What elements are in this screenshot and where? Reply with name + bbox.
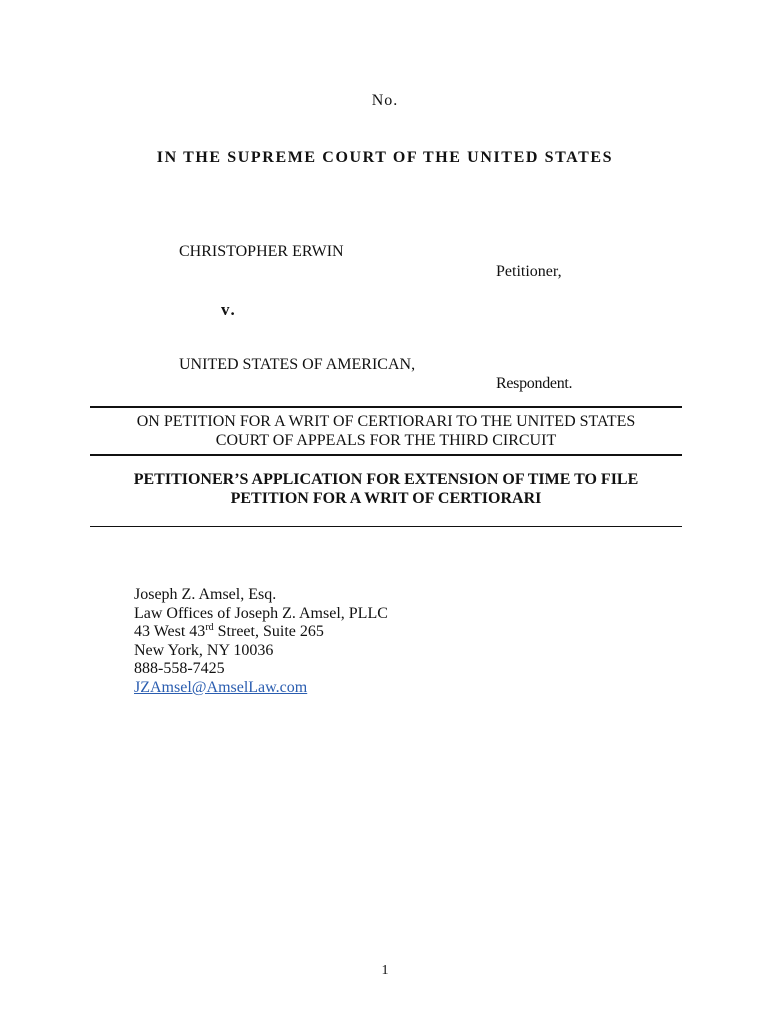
divider-middle xyxy=(90,454,682,456)
on-petition-line-1: ON PETITION FOR A WRIT OF CERTIORARI TO THE UNITED STATES xyxy=(136,413,636,430)
divider-top xyxy=(90,406,682,408)
street-ordinal: rd xyxy=(205,622,214,633)
application-title-line-1: PETITIONER’S APPLICATION FOR EXTENSION OF TIME TO FILE xyxy=(133,471,639,488)
respondent-role: Respondent. xyxy=(496,375,573,392)
application-title-line-2: PETITION FOR A WRIT OF CERTIORARI xyxy=(230,490,542,507)
street-number: 43 West 43 xyxy=(134,623,206,640)
counsel-phone: 888-558-7425 xyxy=(134,660,225,677)
page-number: 1 xyxy=(381,963,389,978)
street-suffix: Street, Suite 265 xyxy=(213,623,324,640)
docket-number: No. xyxy=(371,92,399,109)
application-title xyxy=(90,470,682,508)
counsel-city: New York, NY 10036 xyxy=(134,641,274,659)
divider-bottom xyxy=(90,526,682,527)
on-petition-line-2: COURT OF APPEALS FOR THE THIRD CIRCUIT xyxy=(215,432,557,449)
counsel-block xyxy=(134,586,388,697)
petitioner-name: CHRISTOPHER ERWIN xyxy=(179,243,344,260)
respondent-name: UNITED STATES OF AMERICAN, xyxy=(179,356,416,373)
petitioner-role: Petitioner, xyxy=(496,263,562,280)
on-petition-heading xyxy=(90,412,682,450)
counsel-street xyxy=(134,623,388,642)
counsel-email-link[interactable]: JZAmsel@AmselLaw.com xyxy=(134,678,308,696)
versus-label: v. xyxy=(221,300,237,319)
counsel-firm: Law Offices of Joseph Z. Amsel, PLLC xyxy=(134,604,388,622)
counsel-name: Joseph Z. Amsel, Esq. xyxy=(134,586,277,603)
court-heading: IN THE SUPREME COURT OF THE UNITED STATES xyxy=(156,149,614,166)
